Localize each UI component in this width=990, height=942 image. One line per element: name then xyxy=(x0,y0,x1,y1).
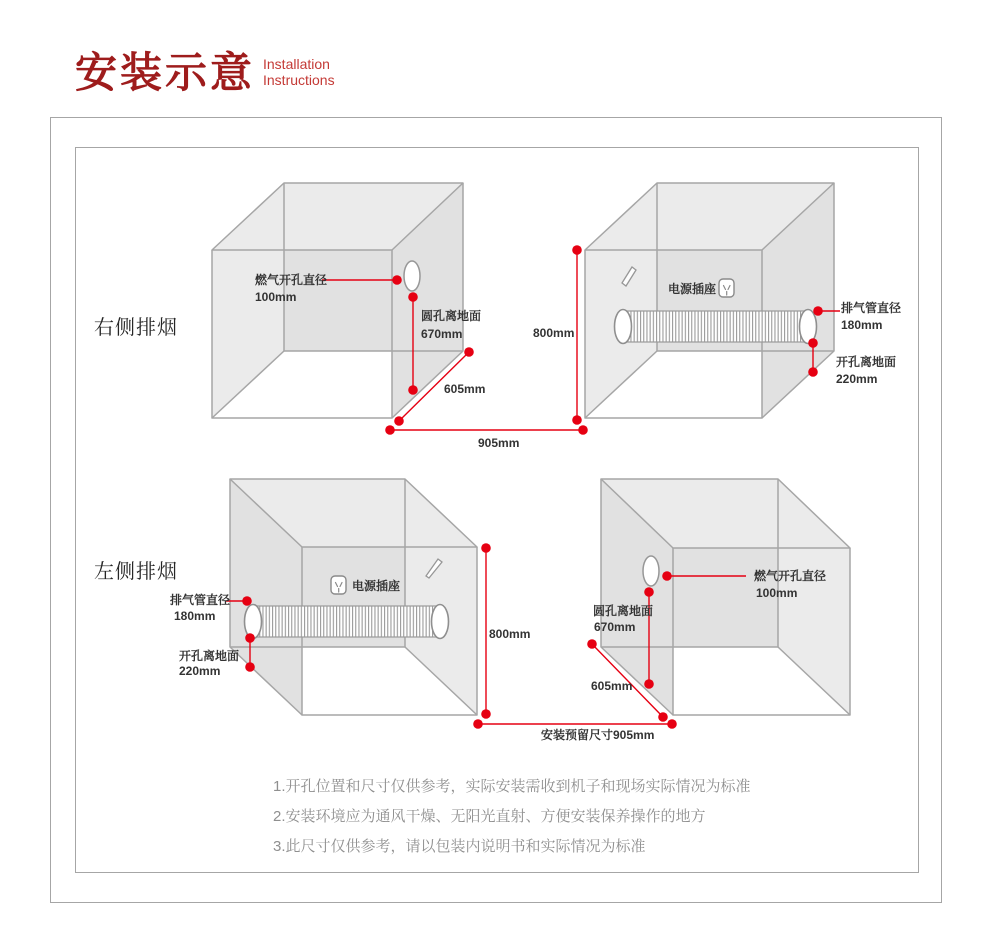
dim-height-value: 800mm xyxy=(533,326,575,340)
dim-gas-hole-value: 100mm xyxy=(255,290,297,304)
dim-gas-hole-value: 100mm xyxy=(756,586,798,600)
gas-hole xyxy=(643,556,659,586)
dim-socket-label: 电源插座 xyxy=(668,282,717,296)
dim-hole-floor-label: 圆孔离地面 xyxy=(421,309,482,323)
power-socket-icon xyxy=(331,576,346,594)
dim-gas-hole-label: 燃气开孔直径 xyxy=(754,569,827,583)
exhaust-pipe xyxy=(615,310,817,344)
dim-reserved-width-value: 安装预留尺寸905mm xyxy=(541,728,655,742)
dim-pipe-dia-label: 排气管直径 xyxy=(841,301,902,315)
dim-depth-value: 605mm xyxy=(444,382,486,396)
dim-pipe-floor-label: 开孔离地面 xyxy=(179,649,240,663)
dim-hole-floor-label: 圆孔离地面 xyxy=(593,604,654,618)
dim-pipe-dia-label: 排气管直径 xyxy=(170,593,231,607)
gas-hole xyxy=(404,261,420,291)
dim-pipe-dia-value: 180mm xyxy=(174,609,216,623)
dim-pipe-floor-value: 220mm xyxy=(179,664,221,678)
dim-gas-hole-label: 燃气开孔直径 xyxy=(255,273,328,287)
dim-pipe-floor-value: 220mm xyxy=(836,372,878,386)
box-left-exhaust-pipe-view xyxy=(230,479,477,715)
note-line-2: 2.安装环境应为通风干燥、无阳光直射、方便安装保养操作的地方 xyxy=(273,808,706,825)
note-line-3: 3.此尺寸仅供参考，请以包装内说明书和实际情况为标准 xyxy=(273,838,646,855)
dim-socket-label: 电源插座 xyxy=(352,579,401,593)
dim-pipe-dia-value: 180mm xyxy=(841,318,883,332)
box-right-exhaust-pipe-view xyxy=(585,183,834,418)
section-label-left-exhaust: 左侧排烟 xyxy=(94,561,178,583)
page-title: 安装示意 xyxy=(75,49,256,96)
dim-depth-value: 605mm xyxy=(591,679,633,693)
box-left-exhaust-gas-view xyxy=(601,479,850,715)
box-right-exhaust-gas-view xyxy=(212,183,463,418)
install-notes xyxy=(273,772,751,862)
dim-height-value: 800mm xyxy=(489,627,531,641)
subtitle-line-1: Installation xyxy=(263,56,330,72)
subtitle-line-2: Instructions xyxy=(263,72,335,88)
dim-hole-floor-value: 670mm xyxy=(421,327,463,341)
dim-width-value: 905mm xyxy=(478,436,520,450)
note-line-1: 1.开孔位置和尺寸仅供参考，实际安装需收到机子和现场实际情况为标准 xyxy=(273,778,751,795)
power-socket-icon xyxy=(719,279,734,297)
dim-pipe-floor-label: 开孔离地面 xyxy=(836,355,897,369)
exhaust-pipe xyxy=(245,605,449,639)
section-label-right-exhaust: 右侧排烟 xyxy=(94,317,178,339)
dim-hole-floor-value: 670mm xyxy=(594,620,636,634)
